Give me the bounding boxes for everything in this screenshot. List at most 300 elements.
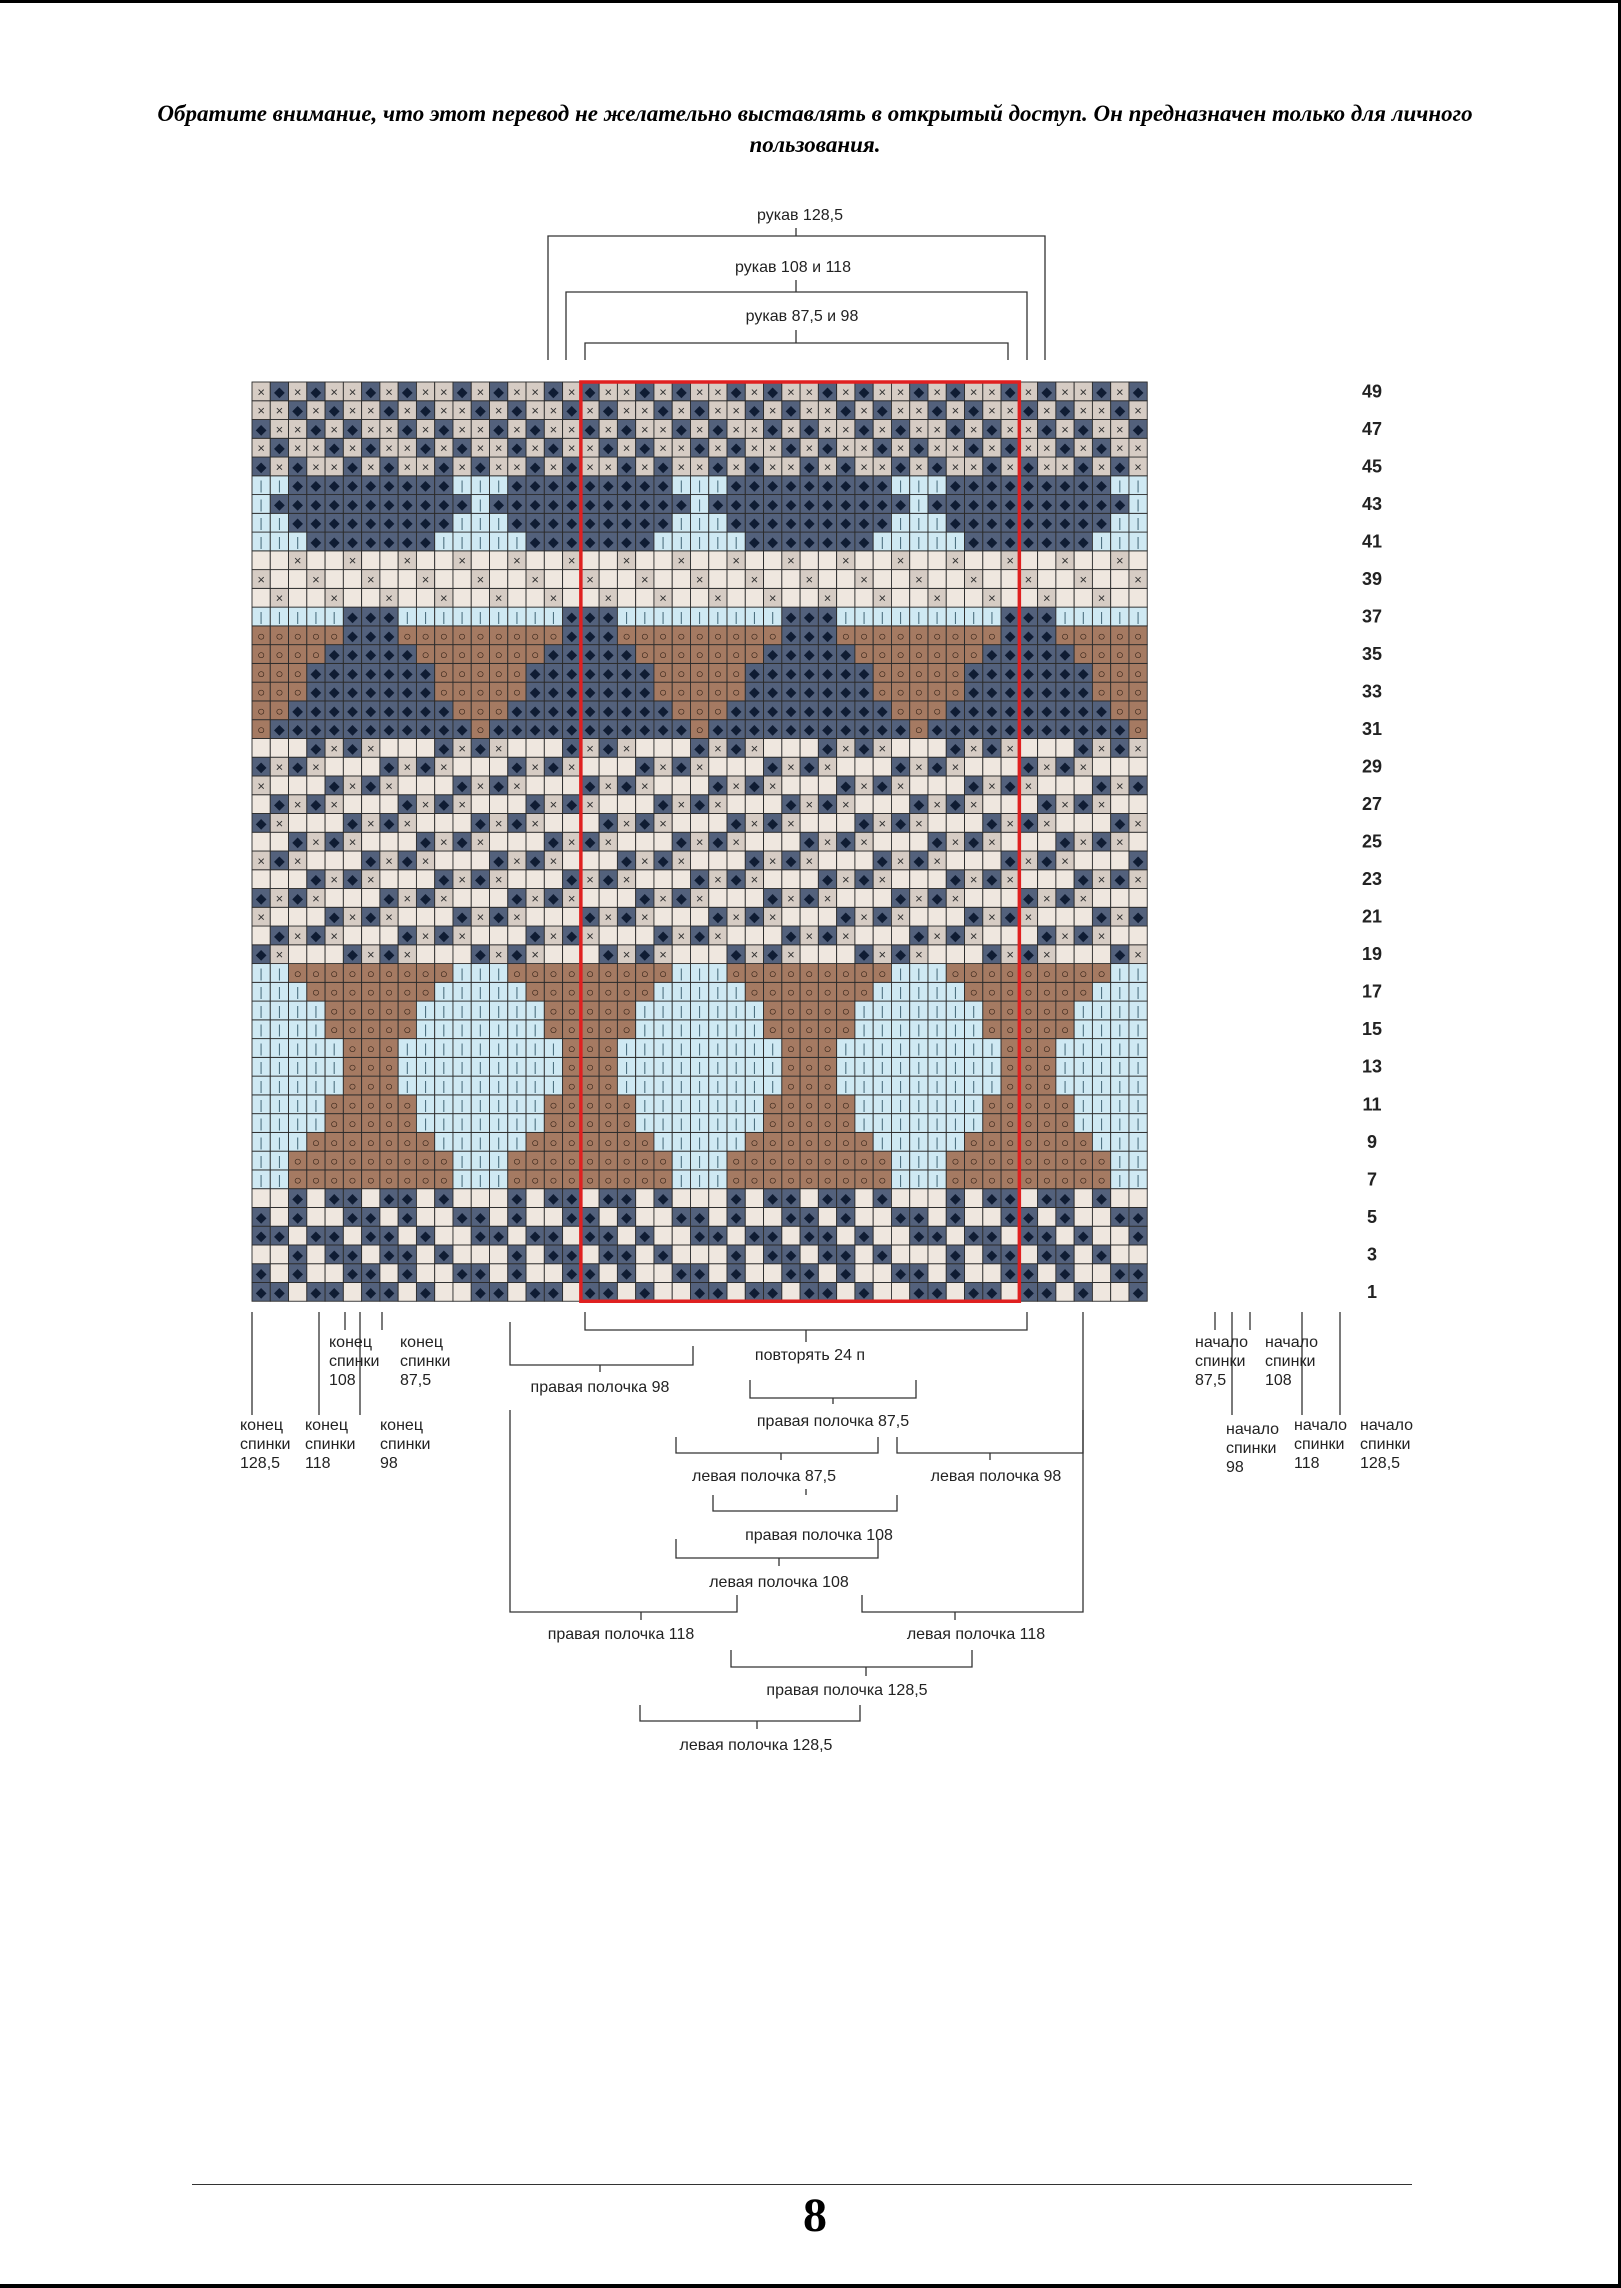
row-number: 45 — [1361, 456, 1383, 477]
chart-cell-symbol: × — [732, 834, 740, 850]
chart-cell-symbol: | — [460, 534, 464, 550]
chart-cell-symbol: | — [332, 1059, 336, 1075]
chart-cell-symbol: ◆ — [401, 664, 413, 681]
chart-cell — [910, 588, 928, 607]
chart-cell-symbol: × — [695, 571, 704, 587]
chart-cell — [1129, 795, 1147, 814]
chart-cell-symbol: | — [770, 1078, 775, 1094]
chart-cell-symbol: × — [366, 947, 375, 963]
chart-cell-symbol: × — [293, 440, 302, 456]
chart-cell-symbol: ○ — [1079, 628, 1088, 644]
chart-cell-symbol: ◆ — [803, 514, 815, 531]
chart-cell — [581, 945, 599, 964]
chart-cell-symbol: × — [768, 459, 777, 475]
chart-cell — [910, 832, 928, 851]
chart-cell-symbol: ◆ — [986, 477, 998, 494]
chart-cell-symbol: ○ — [257, 722, 266, 738]
chart-cell-symbol: ○ — [1097, 665, 1106, 681]
chart-cell — [416, 1264, 434, 1283]
chart-cell-symbol: ◆ — [749, 477, 760, 494]
chart-cell — [1038, 1264, 1056, 1283]
chart-cell-symbol: | — [862, 1022, 866, 1038]
chart-cell-symbol: × — [604, 590, 613, 606]
chart-cell-symbol: ○ — [293, 647, 302, 663]
chart-cell-symbol: × — [750, 947, 759, 963]
chart-cell-symbol: ◆ — [602, 683, 614, 700]
chart-cell-symbol: | — [515, 1059, 519, 1075]
chart-cell-symbol: ○ — [841, 1003, 850, 1019]
chart-cell-symbol: ◆ — [1077, 420, 1089, 437]
chart-cell — [800, 1189, 818, 1208]
chart-cell-symbol: ◆ — [1023, 814, 1034, 831]
chart-cell — [544, 813, 562, 832]
chart-cell-symbol: ◆ — [968, 1283, 980, 1300]
chart-cell-symbol: ◆ — [712, 777, 724, 794]
chart-cell-symbol: ○ — [567, 965, 576, 981]
chart-cell — [818, 570, 836, 589]
chart-cell — [453, 945, 471, 964]
chart-cell — [544, 945, 562, 964]
chart-cell-symbol: ○ — [1024, 965, 1033, 981]
chart-cell-symbol: ○ — [439, 684, 448, 700]
chart-cell-symbol: × — [896, 403, 905, 419]
chart-cell — [270, 870, 288, 889]
chart-cell-symbol: × — [787, 459, 795, 475]
chart-cell-symbol: | — [971, 1078, 976, 1094]
chart-cell-symbol: ◆ — [548, 702, 559, 719]
chart-cell-symbol: ◆ — [328, 664, 340, 681]
left-front-128-label: левая полочка 128,5 — [679, 1737, 833, 1754]
chart-cell-symbol: × — [860, 440, 868, 456]
chart-cell-symbol: ◆ — [1077, 533, 1089, 550]
chart-cell-symbol: | — [1118, 965, 1122, 981]
chart-cell-symbol: | — [277, 984, 282, 1000]
chart-cell — [1038, 738, 1056, 757]
chart-cell-symbol: | — [898, 515, 903, 531]
chart-cell — [855, 1245, 873, 1264]
chart-cell-symbol: ○ — [988, 1134, 996, 1150]
chart-cell-symbol: × — [549, 853, 558, 869]
chart-cell-symbol: | — [277, 534, 282, 550]
chart-cell-symbol: × — [641, 571, 649, 587]
chart-cell — [563, 907, 581, 926]
chart-cell-symbol: ◆ — [401, 721, 413, 738]
chart-cell-symbol: × — [1042, 403, 1051, 419]
chart-cell — [453, 813, 471, 832]
chart-cell-symbol: ◆ — [1096, 908, 1107, 925]
chart-cell-symbol: ◆ — [1132, 420, 1144, 437]
chart-cell-symbol: ○ — [896, 647, 905, 663]
chart-cell — [800, 907, 818, 926]
chart-cell-symbol: × — [330, 928, 339, 944]
chart-cell — [252, 1189, 270, 1208]
chart-cell-symbol: ◆ — [511, 758, 523, 775]
chart-cell-symbol: ○ — [1115, 703, 1124, 719]
chart-cell-symbol: ◆ — [1004, 514, 1016, 531]
chart-cell — [325, 757, 343, 776]
chart-cell — [983, 1264, 1001, 1283]
chart-cell-symbol: ◆ — [803, 458, 815, 475]
chart-cell — [690, 776, 708, 795]
chart-cell-symbol: ○ — [732, 1153, 741, 1169]
chart-cell-symbol: ◆ — [401, 533, 413, 550]
chart-cell-symbol: ◆ — [566, 796, 578, 813]
chart-cell-symbol: | — [332, 1040, 336, 1056]
chart-cell-symbol: | — [1136, 1097, 1140, 1113]
chart-cell — [873, 1226, 891, 1245]
chart-cell-symbol: | — [460, 1134, 464, 1150]
chart-cell-symbol: ◆ — [365, 608, 377, 625]
chart-cell-symbol: ◆ — [675, 495, 687, 512]
chart-cell-symbol: ◆ — [566, 477, 578, 494]
chart-cell-symbol: ◆ — [438, 871, 450, 888]
chart-cell-symbol: × — [695, 759, 704, 775]
chart-cell-symbol: × — [312, 403, 320, 419]
chart-cell-symbol: ○ — [622, 965, 631, 981]
chart-cell — [928, 1245, 946, 1264]
chart-cell-symbol: ○ — [768, 1022, 777, 1038]
chart-cell-symbol: ○ — [348, 1172, 357, 1188]
chart-cell-symbol: ◆ — [1023, 495, 1034, 512]
chart-cell-symbol: ◆ — [1004, 1208, 1016, 1225]
chart-cell-symbol: ○ — [860, 984, 868, 1000]
chart-cell — [380, 870, 398, 889]
chart-cell-symbol: ◆ — [858, 477, 870, 494]
chart-cell-symbol: ◆ — [401, 1190, 413, 1207]
chart-cell-symbol: ○ — [640, 1134, 649, 1150]
chart-cell-symbol: ◆ — [1132, 777, 1144, 794]
chart-cell — [654, 832, 672, 851]
chart-cell-symbol: × — [567, 384, 576, 400]
chart-cell — [416, 588, 434, 607]
chart-cell — [928, 870, 946, 889]
chart-cell-symbol: ◆ — [621, 1265, 632, 1282]
chart-cell — [928, 738, 946, 757]
chart-cell-symbol: | — [661, 984, 665, 1000]
chart-cell-symbol: × — [1116, 778, 1124, 794]
chart-cell-symbol: ○ — [1134, 628, 1143, 644]
chart-cell-symbol: | — [953, 984, 958, 1000]
chart-cell-symbol: ○ — [403, 1153, 412, 1169]
chart-cell-symbol: × — [841, 553, 850, 569]
chart-cell-symbol: ○ — [604, 1040, 613, 1056]
chart-cell-symbol: × — [1134, 571, 1142, 587]
chart-cell-symbol: | — [405, 1059, 409, 1075]
chart-cell-symbol: ○ — [622, 628, 631, 644]
chart-cell-symbol: | — [533, 1059, 537, 1075]
chart-cell-symbol: ○ — [458, 628, 467, 644]
chart-cell-symbol: | — [478, 1040, 483, 1056]
chart-cell-symbol: × — [330, 590, 339, 606]
chart-cell-symbol: ◆ — [1004, 777, 1016, 794]
chart-cell-symbol: ◆ — [840, 664, 852, 681]
chart-cell-symbol: × — [366, 459, 375, 475]
chart-cell-symbol: | — [953, 609, 958, 625]
chart-cell-symbol: ○ — [275, 703, 284, 719]
chart-cell-symbol: | — [1118, 1078, 1122, 1094]
chart-cell-symbol: ◆ — [822, 533, 833, 550]
chart-cell-symbol: ◆ — [657, 402, 669, 419]
chart-cell-symbol: ◆ — [730, 946, 742, 963]
chart-cell-symbol: ◆ — [401, 420, 413, 437]
chart-cell-symbol: ◆ — [383, 458, 395, 475]
chart-cell-symbol: ○ — [385, 1003, 393, 1019]
chart-cell-symbol: × — [1116, 553, 1124, 569]
chart-cell-symbol: | — [953, 1116, 958, 1132]
chart-cell-symbol: × — [695, 459, 704, 475]
chart-cell-symbol: × — [604, 384, 613, 400]
chart-cell — [416, 813, 434, 832]
chart-cell-symbol: ◆ — [493, 383, 505, 400]
back-end-87-5-label: спинки — [400, 1353, 451, 1370]
row-number: 11 — [1362, 1094, 1382, 1115]
chart-cell-symbol: ○ — [768, 1097, 777, 1113]
chart-cell-symbol: | — [752, 1022, 757, 1038]
chart-cell — [782, 570, 800, 589]
chart-cell — [837, 813, 855, 832]
chart-cell-symbol: ◆ — [730, 721, 742, 738]
chart-cell-symbol: ○ — [622, 1134, 631, 1150]
chart-cell-symbol: | — [496, 965, 501, 981]
chart-cell-symbol: × — [275, 947, 284, 963]
chart-cell-symbol: | — [460, 1040, 464, 1056]
chart-cell-symbol: × — [403, 759, 412, 775]
chart-cell-symbol: × — [348, 834, 357, 850]
chart-cell-symbol: ○ — [823, 1059, 832, 1075]
chart-cell-symbol: ○ — [677, 647, 686, 663]
chart-cell — [764, 795, 782, 814]
chart-cell-symbol: ○ — [1042, 1022, 1051, 1038]
chart-cell-symbol: ◆ — [255, 1265, 267, 1282]
chart-cell — [526, 832, 544, 851]
chart-cell-symbol: ◆ — [675, 1265, 687, 1282]
chart-cell-symbol: ◆ — [767, 1283, 779, 1300]
chart-cell — [1056, 945, 1074, 964]
chart-cell-symbol: ◆ — [822, 1283, 833, 1300]
chart-cell-symbol: × — [275, 403, 284, 419]
chart-cell-symbol: × — [951, 553, 960, 569]
chart-cell-symbol: ◆ — [1041, 1246, 1053, 1263]
chart-cell-symbol: ◆ — [840, 777, 852, 794]
chart-cell — [508, 926, 526, 945]
chart-cell-symbol: ○ — [878, 1153, 887, 1169]
chart-cell-symbol: ◆ — [767, 889, 779, 906]
chart-cell-symbol: ◆ — [420, 439, 431, 456]
chart-cell-symbol: ○ — [439, 647, 448, 663]
chart-cell-symbol: × — [988, 403, 996, 419]
chart-cell-symbol: ○ — [659, 665, 668, 681]
chart-cell-symbol: ◆ — [292, 833, 304, 850]
chart-cell-symbol: × — [348, 909, 357, 925]
chart-cell — [289, 588, 307, 607]
chart-cell-symbol: ○ — [914, 722, 923, 738]
chart-cell-symbol: ◆ — [383, 946, 395, 963]
chart-cell-symbol: ○ — [385, 1059, 393, 1075]
chart-cell-symbol: | — [533, 1097, 537, 1113]
chart-cell-symbol: | — [679, 1097, 684, 1113]
chart-cell-symbol: ○ — [823, 984, 832, 1000]
chart-cell-symbol: ○ — [531, 1172, 540, 1188]
chart-cell-symbol: × — [677, 459, 686, 475]
chart-cell — [343, 795, 361, 814]
chart-cell-symbol: ○ — [1006, 1059, 1015, 1075]
chart-cell — [782, 832, 800, 851]
chart-cell-symbol: ○ — [914, 647, 923, 663]
chart-cell — [252, 551, 270, 570]
chart-cell-symbol: ○ — [366, 1059, 375, 1075]
chart-cell-symbol: ○ — [421, 647, 430, 663]
chart-cell-symbol: ◆ — [474, 1265, 486, 1282]
chart-cell-symbol: | — [1136, 515, 1140, 531]
chart-cell-symbol: ◆ — [767, 533, 779, 550]
chart-cell-symbol: ◆ — [328, 721, 340, 738]
chart-cell — [782, 1282, 800, 1301]
back-end-128-5-label: конец — [240, 1417, 283, 1434]
chart-cell-symbol: × — [1024, 384, 1033, 400]
chart-cell-symbol: × — [385, 440, 393, 456]
chart-cell-symbol: | — [1099, 1040, 1104, 1056]
chart-cell-symbol: ○ — [293, 684, 302, 700]
chart-cell-symbol: ◆ — [840, 1208, 852, 1225]
chart-cell-symbol: | — [478, 1003, 483, 1019]
chart-cell-symbol: ◆ — [730, 439, 742, 456]
chart-cell-symbol: | — [259, 534, 263, 550]
chart-cell-symbol: × — [330, 872, 339, 888]
chart-cell-symbol: × — [604, 778, 613, 794]
chart-cell — [891, 1226, 909, 1245]
chart-cell-symbol: × — [1024, 778, 1033, 794]
chart-cell-symbol: × — [860, 571, 868, 587]
chart-cell — [617, 570, 635, 589]
chart-cell-symbol: ○ — [969, 984, 978, 1000]
chart-cell-symbol: ○ — [713, 665, 722, 681]
chart-cell-symbol: | — [533, 1022, 537, 1038]
chart-cell — [289, 570, 307, 589]
chart-cell-symbol: ◆ — [310, 1283, 322, 1300]
chart-cell-symbol: ○ — [348, 1022, 357, 1038]
chart-cell — [453, 570, 471, 589]
chart-cell-symbol: ○ — [805, 1134, 814, 1150]
chart-cell-symbol: ◆ — [803, 420, 815, 437]
chart-cell-symbol: ◆ — [1096, 495, 1107, 512]
chart-cell-symbol: ◆ — [822, 477, 833, 494]
chart-cell-symbol: ○ — [1042, 984, 1051, 1000]
chart-cell — [690, 1189, 708, 1208]
chart-cell-symbol: ◆ — [511, 702, 523, 719]
chart-cell-symbol: ◆ — [1023, 458, 1034, 475]
chart-cell — [581, 813, 599, 832]
chart-cell-symbol: × — [549, 403, 558, 419]
chart-cell-symbol: | — [752, 1078, 757, 1094]
chart-cell-symbol: ◆ — [1077, 1283, 1089, 1300]
chart-cell-symbol: ◆ — [1041, 702, 1053, 719]
chart-cell-symbol: ◆ — [621, 1190, 632, 1207]
chart-cell-symbol: | — [697, 1078, 702, 1094]
row-number: 3 — [1366, 1244, 1378, 1265]
chart-cell-symbol: ◆ — [840, 1246, 852, 1263]
chart-cell-symbol: ◆ — [255, 814, 267, 831]
chart-cell-symbol: ○ — [439, 1172, 448, 1188]
chart-cell-symbol: | — [259, 965, 263, 981]
chart-cell-symbol: | — [697, 496, 702, 512]
chart-cell-symbol: ○ — [896, 703, 905, 719]
chart-cell-symbol: ◆ — [639, 514, 651, 531]
chart-cell-symbol: × — [476, 834, 485, 850]
chart-cell-symbol: ◆ — [730, 383, 742, 400]
chart-cell-symbol: ○ — [494, 684, 503, 700]
chart-cell — [654, 738, 672, 757]
chart-cell — [745, 926, 763, 945]
chart-cell — [471, 1189, 489, 1208]
chart-cell — [325, 570, 343, 589]
chart-cell-symbol: | — [533, 1040, 537, 1056]
chart-cell-symbol: × — [476, 384, 485, 400]
chart-cell-symbol: ◆ — [822, 1246, 833, 1263]
chart-cell-symbol: × — [823, 890, 832, 906]
chart-cell-symbol: × — [933, 928, 941, 944]
chart-cell — [727, 1226, 745, 1245]
chart-cell-symbol: ○ — [787, 1116, 795, 1132]
chart-cell-symbol: | — [405, 1040, 409, 1056]
chart-cell-symbol: ○ — [385, 965, 393, 981]
chart-cell-symbol: ○ — [622, 1172, 631, 1188]
back-end-98-label: конец — [380, 1417, 423, 1434]
chart-cell — [544, 738, 562, 757]
chart-cell — [490, 832, 508, 851]
chart-cell-symbol: ◆ — [730, 702, 742, 719]
chart-cell-symbol: | — [1136, 1078, 1140, 1094]
chart-cell-symbol: ○ — [841, 1116, 850, 1132]
chart-cell-symbol: ◆ — [1041, 927, 1053, 944]
chart-cell-symbol: × — [841, 797, 850, 813]
chart-cell-symbol: ○ — [988, 1097, 996, 1113]
chart-cell-symbol: ○ — [787, 965, 795, 981]
chart-cell-symbol: ◆ — [822, 608, 833, 625]
chart-cell-symbol: ◆ — [1096, 477, 1107, 494]
chart-cell-symbol: | — [880, 1078, 885, 1094]
chart-cell-symbol: ◆ — [511, 495, 523, 512]
chart-cell — [1001, 889, 1019, 908]
chart-cell-symbol: × — [257, 778, 265, 794]
chart-cell-symbol: | — [917, 478, 921, 494]
chart-cell-symbol: × — [732, 778, 740, 794]
chart-cell-symbol: ◆ — [328, 533, 340, 550]
chart-cell — [471, 1245, 489, 1264]
chart-cell-symbol: ○ — [275, 684, 284, 700]
back-start-87-5-label: спинки — [1195, 1353, 1246, 1370]
chart-cell-symbol: × — [421, 384, 430, 400]
chart-cell — [270, 1189, 288, 1208]
chart-cell-symbol: ◆ — [1114, 495, 1126, 512]
chart-cell-symbol: | — [460, 1003, 464, 1019]
chart-cell-symbol: ◆ — [1004, 439, 1016, 456]
chart-cell-symbol: ○ — [713, 647, 722, 663]
chart-cell-symbol: | — [1063, 1059, 1067, 1075]
chart-cell — [270, 776, 288, 795]
chart-cell-symbol: ◆ — [328, 777, 340, 794]
chart-cell — [1129, 889, 1147, 908]
chart-cell-symbol: × — [659, 421, 667, 437]
chart-cell-symbol: | — [898, 1097, 903, 1113]
chart-cell-symbol: | — [971, 1097, 976, 1113]
chart-cell-symbol: | — [898, 1116, 903, 1132]
chart-cell-symbol: ◆ — [858, 683, 870, 700]
chart-cell-symbol: ○ — [366, 1153, 375, 1169]
chart-cell-symbol: ◆ — [675, 889, 687, 906]
chart-cell-symbol: ◆ — [548, 1227, 559, 1244]
chart-cell-symbol: ○ — [458, 647, 467, 663]
chart-cell-symbol: ○ — [841, 984, 850, 1000]
